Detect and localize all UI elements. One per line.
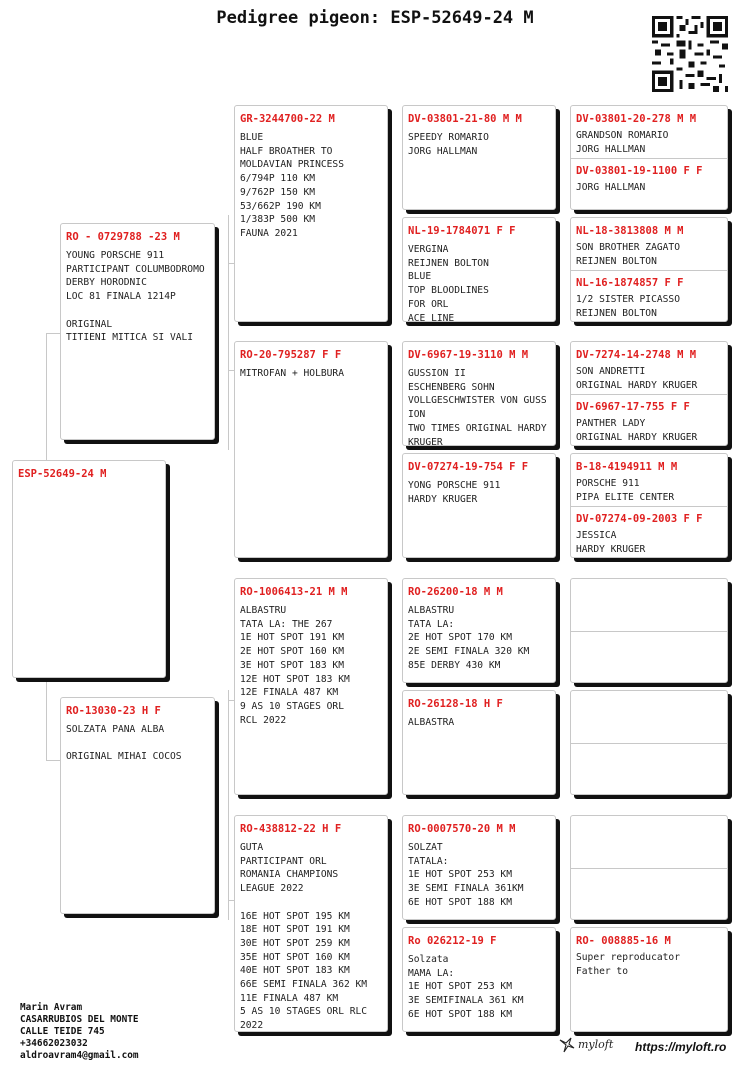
ring-id: RO-0007570-20 M M [408, 823, 516, 835]
ring-id: NL-18-3813808 M M [576, 225, 684, 237]
ring-id: NL-19-1784071 F F [408, 225, 516, 237]
connector-line [228, 215, 229, 450]
grandparent-card[interactable] [234, 105, 388, 322]
pigeon-notes: MITROFAN + HOLBURA [240, 368, 344, 379]
grandparent-card[interactable] [234, 578, 388, 795]
great-grandparent-card[interactable] [402, 453, 556, 558]
pigeon-notes: SPEEDY ROMARIO JORG HALLMAN [408, 132, 489, 157]
g4-card[interactable] [570, 341, 728, 446]
pigeon-notes: PORSCHE 911 PIPA ELITE CENTER [576, 478, 675, 503]
site-link[interactable]: https://myloft.ro [635, 1040, 727, 1054]
owner-street: CALLE TEIDE 745 [20, 1026, 105, 1037]
ring-id: B-18-4194911 M M [576, 461, 678, 473]
connector-line [228, 690, 229, 920]
ring-id: ESP-52649-24 M [18, 468, 107, 480]
ring-id: DV-07274-09-2003 F F [576, 513, 703, 525]
great-grandparent-card[interactable] [402, 578, 556, 683]
pigeon-notes: ALBASTRU TATA LA: THE 267 1E HOT SPOT 191 KM 2E HOT SPOT 160 KM 3E HOT SPOT 183 KM 12E HOT SPOT 183 KM 12E FINALA 487 KM 9 AS 10 STAGES ORL RCL 2022 [240, 605, 350, 726]
owner-phone: +34662023032 [20, 1038, 88, 1049]
ring-id: DV-7274-14-2748 M M [576, 349, 697, 361]
pigeon-notes: ALBASTRA [408, 717, 455, 728]
g4-card[interactable] [570, 453, 728, 558]
g4-card-empty[interactable] [570, 578, 728, 683]
pigeon-notes: VERGINA REIJNEN BOLTON BLUE TOP BLOODLINES FOR ORL ACE LINE [408, 244, 489, 322]
great-grandparent-card[interactable] [402, 217, 556, 322]
ring-id: RO-438812-22 H F [240, 823, 342, 835]
great-grandparent-card[interactable] [402, 341, 556, 446]
g4-card[interactable] [570, 105, 728, 210]
page-title: Pedigree pigeon: ESP-52649-24 M [216, 8, 534, 28]
sire-card[interactable] [60, 223, 215, 440]
g4-card-empty[interactable] [570, 815, 728, 920]
ring-id: RO-26200-18 M M [408, 586, 503, 598]
pigeon-notes: YONG PORSCHE 911 HARDY KRUGER [408, 480, 501, 505]
connector-line [46, 333, 60, 334]
subject-card[interactable] [12, 460, 166, 678]
ring-id: RO - 0729788 -23 M [66, 231, 180, 243]
pigeon-notes: SON BROTHER ZAGATO REIJNEN BOLTON [576, 242, 680, 267]
grandparent-card[interactable] [234, 815, 388, 1032]
pigeon-logo-icon [558, 1036, 576, 1054]
ring-id: DV-6967-17-755 F F [576, 401, 690, 413]
connector-line [46, 760, 60, 761]
g4-card-empty[interactable] [570, 690, 728, 795]
brand-name: myloft [578, 1038, 614, 1051]
connector-line [46, 333, 47, 461]
owner-name: Marin Avram [20, 1002, 83, 1013]
pigeon-notes: PANTHER LADY ORIGINAL HARDY KRUGER [576, 418, 698, 443]
connector-line [46, 678, 47, 760]
pigeon-notes: GRANDSON ROMARIO JORG HALLMAN [576, 130, 669, 155]
pigeon-notes: ALBASTRU TATA LA: 2E HOT SPOT 170 KM 2E SEMI FINALA 320 KM 85E DERBY 430 KM [408, 605, 530, 671]
great-grandparent-card[interactable] [402, 690, 556, 795]
pigeon-notes: GUTA PARTICIPANT ORL ROMANIA CHAMPIONS LEAGUE 2022 16E HOT SPOT 195 KM 18E HOT SPOT 191 KM 30E HOT SPOT 259 KM 35E HOT SPOT 160 KM 40E HOT SPOT 183 KM 66E SEMI FINALA 362 KM 11E FINALA 487 KM 5 AS 10 STAGES ORL RLC 2022 [240, 842, 368, 1032]
pigeon-notes: 1/2 SISTER PICASSO REIJNEN BOLTON [576, 294, 680, 319]
ring-id: NL-16-1874857 F F [576, 277, 684, 289]
ring-id: DV-03801-20-278 M M [576, 113, 697, 125]
qr-code-icon [652, 16, 728, 92]
dam-card[interactable] [60, 697, 215, 914]
owner-email[interactable]: aldroavram4@gmail.com [20, 1050, 139, 1061]
pigeon-notes: JESSICA HARDY KRUGER [576, 530, 646, 555]
ring-id: Ro 026212-19 F [408, 935, 497, 947]
ring-id: DV-03801-19-1100 F F [576, 165, 703, 177]
ring-id: RO-13030-23 H F [66, 705, 161, 717]
great-grandparent-card[interactable] [402, 105, 556, 210]
ring-id: RO-26128-18 H F [408, 698, 503, 710]
ring-id: DV-03801-21-80 M M [408, 113, 522, 125]
ring-id: DV-07274-19-754 F F [408, 461, 529, 473]
great-grandparent-card[interactable] [402, 927, 556, 1032]
pigeon-notes: SOLZAT TATALA: 1E HOT SPOT 253 KM 3E SEMI FINALA 361KM 6E HOT SPOT 188 KM [408, 842, 524, 908]
pigeon-notes: BLUE HALF BROATHER TO MOLDAVIAN PRINCESS 6/794P 110 KM 9/762P 150 KM 53/662P 190 KM 1/383P 500 KM FAUNA 2021 [240, 132, 344, 239]
ring-id: RO- 008885-16 M [576, 935, 671, 947]
ring-id: RO-1006413-21 M M [240, 586, 348, 598]
pigeon-notes: GUSSION II ESCHENBERG SOHN VOLLGESCHWISTER VON GUSS ION TWO TIMES ORIGINAL HARDY KRUGER [408, 368, 547, 446]
pigeon-notes: SOLZATA PANA ALBA ORIGINAL MIHAI COCOS [66, 724, 182, 763]
owner-location: CASARRUBIOS DEL MONTE [20, 1014, 139, 1025]
pigeon-notes: Super reproducator Father to [576, 952, 680, 977]
pigeon-notes: SON ANDRETTI ORIGINAL HARDY KRUGER [576, 366, 698, 391]
great-grandparent-card[interactable] [402, 815, 556, 920]
g4-card[interactable] [570, 217, 728, 322]
ring-id: DV-6967-19-3110 M M [408, 349, 529, 361]
pigeon-notes: JORG HALLMAN [576, 182, 646, 193]
ring-id: GR-3244700-22 M [240, 113, 335, 125]
ring-id: RO-20-795287 F F [240, 349, 342, 361]
g4-card[interactable] [570, 927, 728, 1032]
pigeon-notes: Solzata MAMA LA: 1E HOT SPOT 253 KM 3E SEMIFINALA 361 KM 6E HOT SPOT 188 KM [408, 954, 524, 1020]
pigeon-notes: YOUNG PORSCHE 911 PARTICIPANT COLUMBODROMO DERBY HORODNIC LOC 81 FINALA 1214P ORIGINAL TITIENI MITICA SI VALI [66, 250, 205, 344]
owner-info [20, 1002, 139, 1062]
grandparent-card[interactable] [234, 341, 388, 558]
